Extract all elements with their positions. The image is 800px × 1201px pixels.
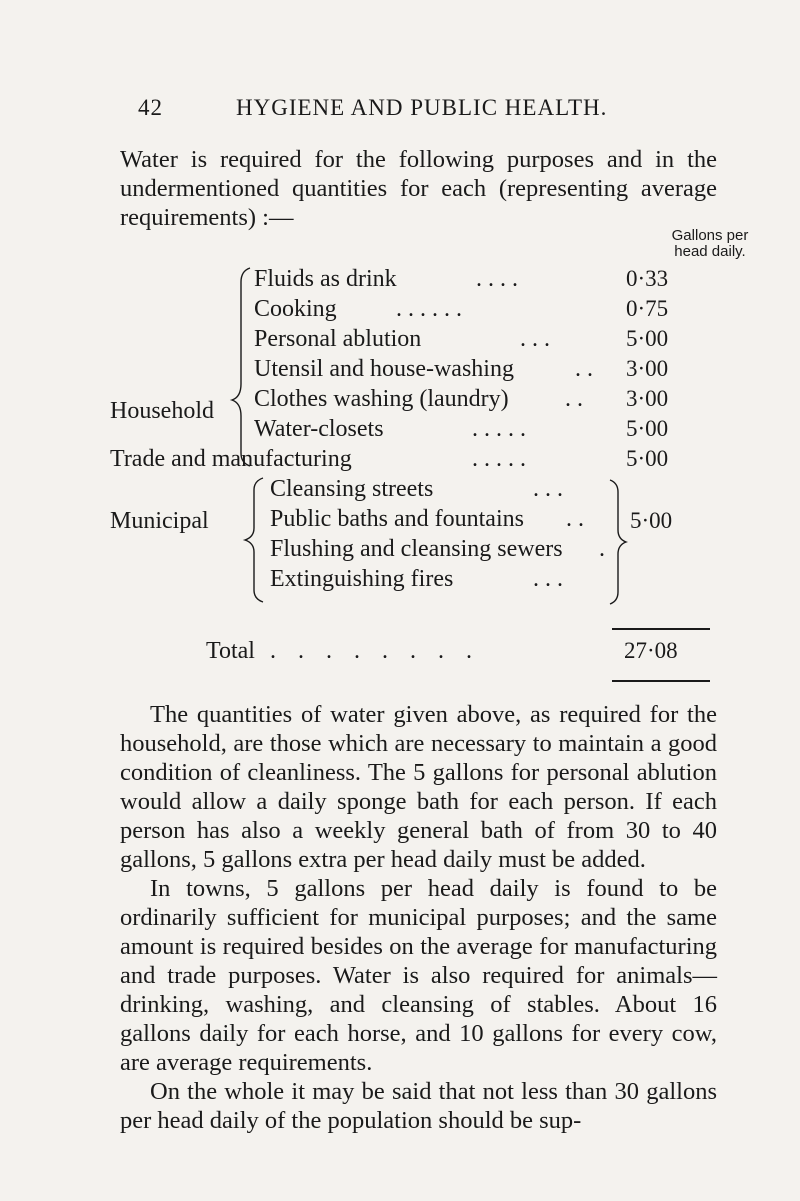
page-number: 42 xyxy=(138,95,163,120)
row-label: Fluids as drink xyxy=(254,266,397,292)
total-value: 27·08 xyxy=(624,638,678,663)
running-head: HYGIENE AND PUBLIC HEALTH. xyxy=(236,95,608,120)
municipal-right-brace xyxy=(608,480,630,604)
municipal-label: Municipal xyxy=(110,508,209,534)
row-leader-dots: . xyxy=(599,536,605,562)
intro-paragraph xyxy=(120,145,717,232)
row-value: 5·00 xyxy=(626,446,669,471)
row-value: 3·00 xyxy=(626,356,669,381)
row-value: 5·00 xyxy=(626,326,669,351)
paragraph: The quantities of water given above, as required for the household, are those which are necessary to maintain a good condition of cleanliness. The 5 gallons for personal ablution would allow a daily sponge bath for each person. If each person has also a weekly general bath of from 30 to 40 gallons, 5 gallons extra per head daily must be added. xyxy=(120,701,717,873)
row-value: 0·75 xyxy=(626,296,669,321)
paragraph: In towns, 5 gallons per head daily is found to be ordinarily sufficient for municipal purposes; and the same amount is required besides on the average for manufacturing and trade purposes. Water is also required for animals—drinking, washing, and cleansing of stables. About 16 gallons daily for each horse, and 10 gallons for every cow, are average requirements. xyxy=(120,875,717,1076)
municipal-brace xyxy=(238,478,268,604)
total-leader-dots: . . . . . . . . xyxy=(270,638,480,664)
row-label: Utensil and house-washing xyxy=(254,356,514,382)
row-value: 3·00 xyxy=(626,386,669,411)
column-header-line1: Gallons per xyxy=(671,227,749,244)
row-label: Water-closets xyxy=(254,416,384,442)
row-label: Cooking xyxy=(254,296,337,322)
row-label: Extinguishing fires xyxy=(270,566,454,592)
row-leader-dots: . . . . . xyxy=(472,416,526,442)
row-leader-dots: . . . . xyxy=(476,266,518,292)
row-label: Cleansing streets xyxy=(270,476,434,502)
row-value: 5·00 xyxy=(626,416,669,441)
column-header-line2: head daily. xyxy=(674,243,746,260)
row-leader-dots: . . xyxy=(566,506,584,532)
row-label: Flushing and cleansing sewers xyxy=(270,536,563,562)
row-label: Personal ablution xyxy=(254,326,422,352)
row-leader-dots: . . xyxy=(565,386,583,412)
row-label: Trade and manufacturing xyxy=(110,446,352,472)
row-leader-dots: . . . xyxy=(520,326,550,352)
row-label: Clothes washing (laundry) xyxy=(254,386,509,412)
row-leader-dots: . . . . . xyxy=(472,446,526,472)
household-brace xyxy=(225,268,255,468)
row-label: Public baths and fountains xyxy=(270,506,524,532)
column-header xyxy=(650,228,770,260)
row-value: 0·33 xyxy=(626,266,669,291)
municipal-value: 5·00 xyxy=(630,508,673,533)
row-leader-dots: . . . xyxy=(533,476,563,502)
row-leader-dots: . . . . . . xyxy=(396,296,462,322)
household-label: Household xyxy=(110,398,214,424)
body-text xyxy=(120,700,717,1135)
row-leader-dots: . . . xyxy=(533,566,563,592)
total-rule-top xyxy=(612,628,710,630)
paragraph: On the whole it may be said that not less than 30 gallons per head daily of the population should be sup- xyxy=(120,1078,717,1134)
total-rule-bottom xyxy=(612,680,710,682)
intro-text: Water is required for the following purposes and in the undermentioned quantities for each (representing average requirements) :— xyxy=(120,146,717,231)
total-label: Total xyxy=(206,638,255,664)
row-leader-dots: . . xyxy=(575,356,593,382)
